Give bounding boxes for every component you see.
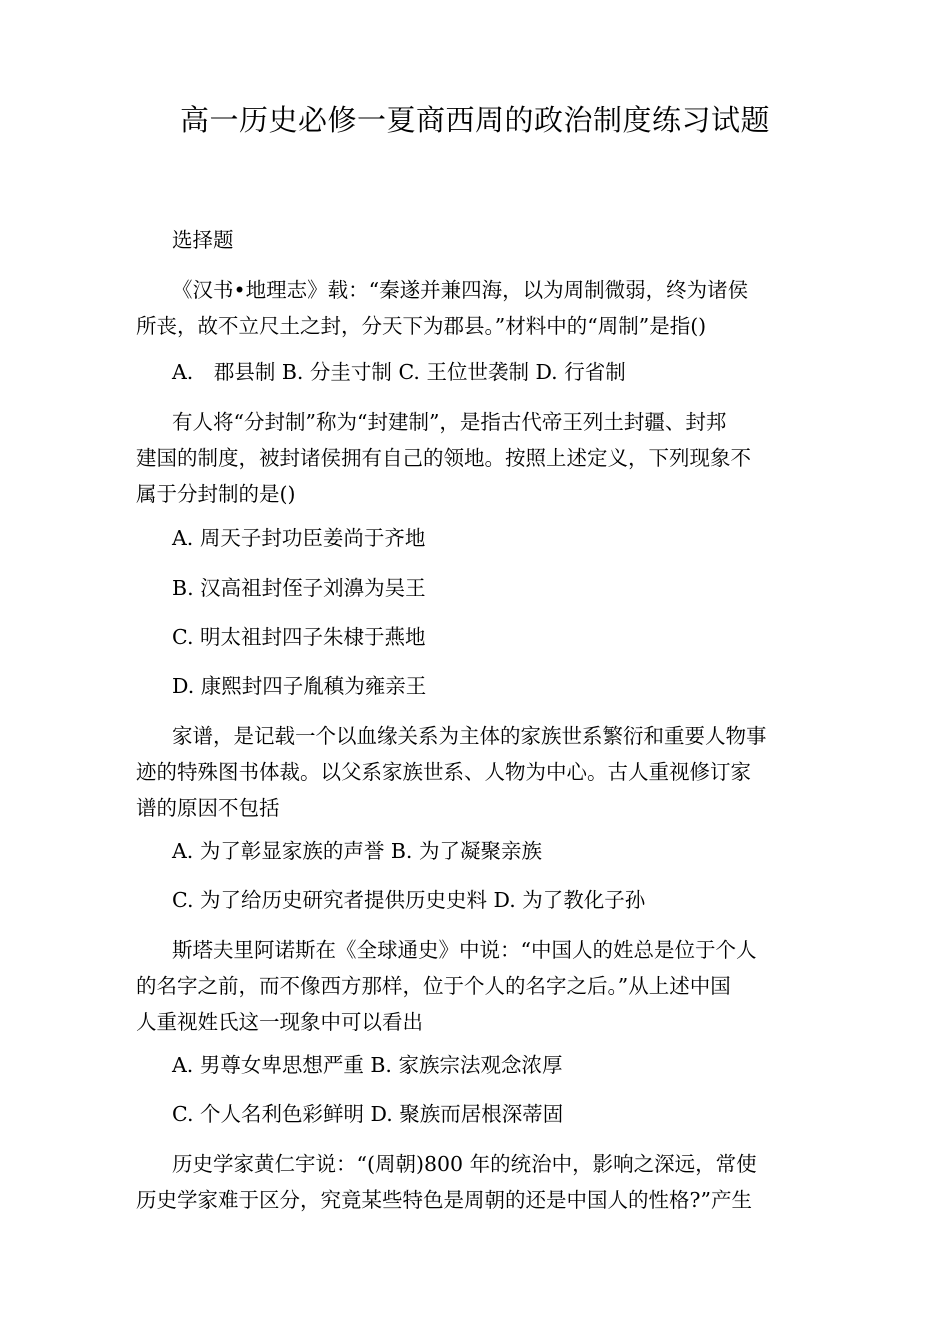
question-4-options-1 — [136, 1047, 826, 1083]
stem-line: 建国的制度，被封诸侯拥有自己的领地。按照上述定义，下列现象不 — [136, 446, 751, 470]
question-2-option-b — [136, 570, 826, 606]
question-4-options-2 — [136, 1096, 826, 1132]
question-5 — [136, 1146, 826, 1218]
stem-line: 斯塔夫里阿诺斯在《全球通史》中说：“中国人的姓总是位于个人 — [172, 938, 757, 962]
stem-line: 的名字之前，而不像西方那样，位于个人的名字之后。”从上述中国 — [136, 974, 731, 998]
page-title: 高一历史必修一夏商西周的政治制度练习试题 — [179, 103, 770, 137]
question-2 — [136, 404, 826, 512]
stem-line: 有人将“分封制”称为“封建制”，是指古代帝王列土封疆、封邦 — [172, 410, 727, 434]
stem-line: 属于分封制的是() — [136, 482, 296, 506]
question-2-option-c — [136, 619, 826, 655]
question-4 — [136, 932, 826, 1040]
question-stem — [136, 404, 826, 512]
option-line: B. 汉高祖封侄子刘濞为吴王 — [172, 576, 426, 600]
question-stem — [136, 272, 826, 344]
option-line: A. 为了彰显家族的声誉 B. 为了凝聚亲族 — [172, 839, 542, 863]
question-1-options — [136, 354, 826, 390]
question-2-option-a — [136, 520, 826, 556]
stem-line: 谱的原因不包括 — [136, 796, 280, 820]
option-line: A. 郡县制 B. 分圭寸制 C. 王位世袭制 D. 行省制 — [172, 360, 626, 384]
stem-line: 历史学家黄仁宇说：“(周朝)800 年的统治中，影响之深远，常使 — [172, 1152, 757, 1176]
question-2-option-d — [136, 668, 826, 704]
question-stem — [136, 1146, 826, 1218]
question-stem — [136, 718, 826, 826]
option-line: A. 男尊女卑思想严重 B. 家族宗法观念浓厚 — [172, 1053, 563, 1077]
option-line: C. 明太祖封四子朱棣于燕地 — [172, 625, 426, 649]
option-line: D. 康熙封四子胤稹为雍亲王 — [172, 674, 427, 698]
stem-line: 迹的特殊图书体裁。以父系家族世系、人物为中心。古人重视修订家 — [136, 760, 751, 784]
stem-line: 《汉书•地理志》载：“秦遂并兼四海，以为周制微弱，终为诸侯 — [172, 278, 749, 302]
stem-line: 人重视姓氏这一现象中可以看出 — [136, 1010, 423, 1034]
question-1 — [136, 272, 826, 344]
section-heading: 选择题 — [172, 228, 234, 252]
question-3-options-1 — [136, 833, 826, 869]
option-line: C. 个人名利色彩鲜明 D. 聚族而居根深蒂固 — [172, 1102, 564, 1126]
section-heading-block — [136, 222, 826, 258]
question-3-options-2 — [136, 882, 826, 918]
stem-line: 家谱，是记载一个以血缘关系为主体的家族世系繁衍和重要人物事 — [172, 724, 767, 748]
option-line: A. 周天子封功臣姜尚于齐地 — [172, 526, 426, 550]
stem-line: 历史学家难于区分，究竟某些特色是周朝的还是中国人的性格?”产生 — [136, 1188, 752, 1212]
option-line: C. 为了给历史研究者提供历史史料 D. 为了教化子孙 — [172, 888, 646, 912]
question-3 — [136, 718, 826, 826]
stem-line: 所丧，故不立尺土之封，分天下为郡县。”材料中的“周制”是指() — [136, 314, 707, 338]
question-stem — [136, 932, 826, 1040]
